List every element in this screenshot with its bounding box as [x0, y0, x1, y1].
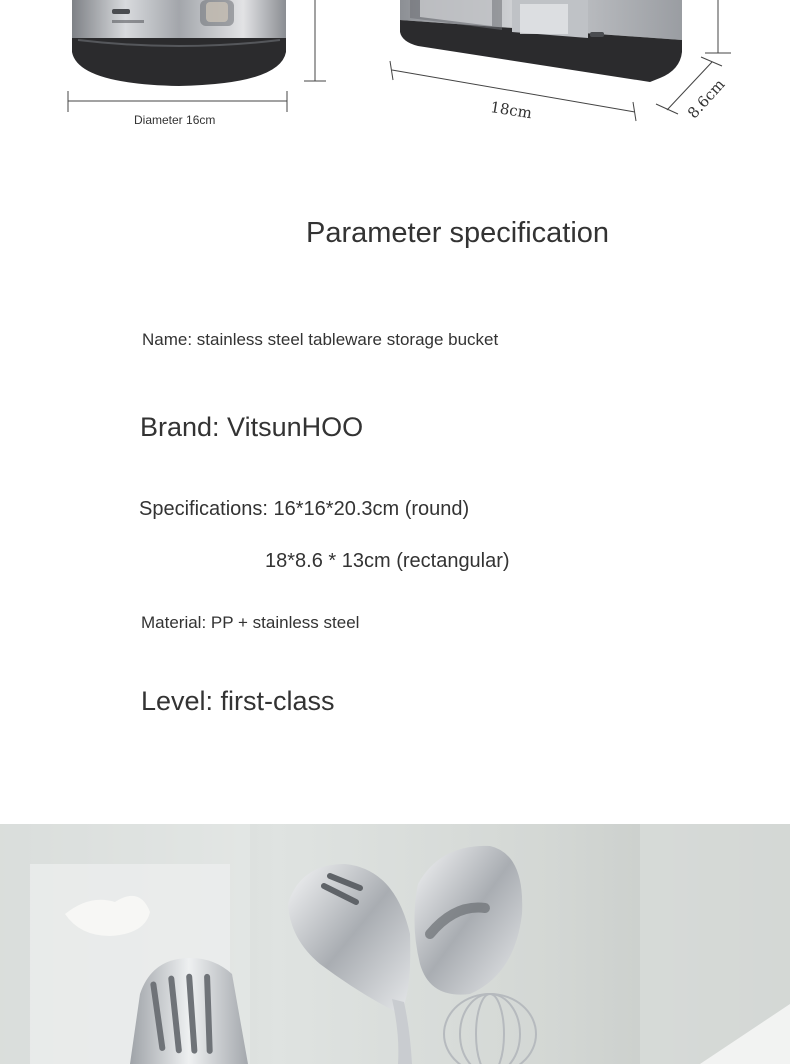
product-dimension-figure: [0, 0, 790, 150]
product-dimension-drawing: [0, 0, 790, 150]
spec-specifications-rectangular: 18*8.6 * 13cm (rectangular): [265, 550, 510, 572]
spec-material: Material: PP + stainless steel: [141, 613, 360, 632]
diameter-label: Diameter 16cm: [134, 113, 216, 127]
width-label: 18cm: [489, 98, 534, 123]
round-bucket-height-marker: [304, 0, 326, 81]
rectangular-bucket-illustration: [400, 0, 682, 82]
depth-label: 8.6cm: [684, 75, 729, 123]
round-bucket-illustration: [72, 0, 286, 86]
spec-level: Level: first-class: [141, 686, 335, 716]
utensils-photo: [0, 824, 790, 1064]
utensils-photo-drawing: [0, 824, 790, 1064]
rectangular-bucket-height-marker: [705, 0, 731, 53]
spec-brand: Brand: VitsunHOO: [140, 412, 364, 442]
section-title: Parameter specification: [306, 217, 610, 249]
diameter-marker: [68, 91, 287, 112]
spec-specifications-round: Specifications: 16*16*20.3cm (round): [139, 498, 470, 520]
spec-name: Name: stainless steel tableware storage bucket: [142, 330, 499, 349]
